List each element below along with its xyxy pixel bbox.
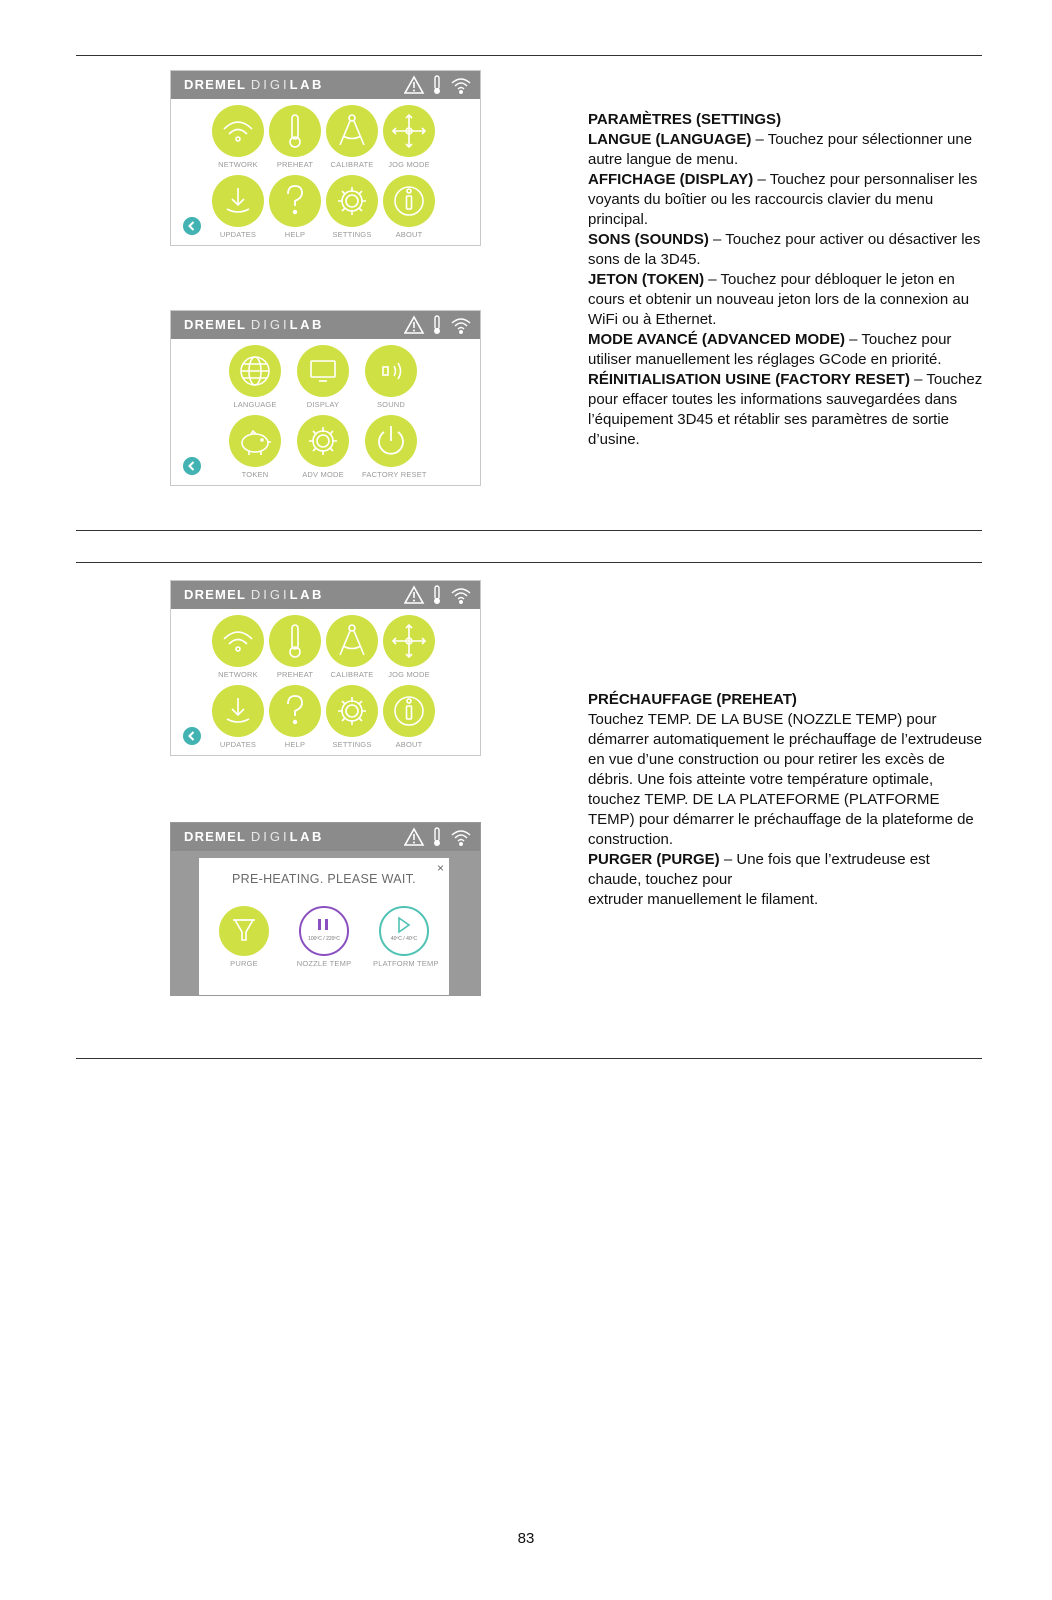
menu-tile-circle xyxy=(269,105,321,157)
brand-logo: DREMEL DIGILAB xyxy=(184,317,324,332)
purge-description: PURGER (PURGE) – Une fois que l’extrudeuse est chaude, touchez pour xyxy=(588,851,930,888)
platform-temp-label: PLATFORM TEMP xyxy=(373,959,439,968)
thermometer-icon xyxy=(269,615,321,667)
menu-tile-label: UPDATES xyxy=(219,740,257,749)
preheat-description xyxy=(588,690,983,910)
brand-logo: DREMEL DIGILAB xyxy=(184,829,324,844)
menu-tile-help[interactable] xyxy=(266,685,324,749)
top-bar xyxy=(171,311,480,339)
menu-tile-label: TOKEN xyxy=(241,470,269,479)
menu-tile-jog-mode[interactable] xyxy=(380,615,438,679)
menu-tile-circle xyxy=(229,345,281,397)
purge-circle xyxy=(219,906,269,956)
menu-tile-language[interactable] xyxy=(226,345,284,409)
power-icon xyxy=(365,415,417,467)
purge-button[interactable] xyxy=(213,906,275,968)
dialog-title: PRE-HEATING. PLEASE WAIT. xyxy=(232,872,416,886)
main-menu-screen xyxy=(170,70,481,246)
gear-icon xyxy=(297,415,349,467)
menu-tile-circle xyxy=(383,105,435,157)
gear-icon xyxy=(326,175,378,227)
warning-icon xyxy=(405,77,423,93)
menu-tile-circle xyxy=(212,685,264,737)
menu-tile-circle xyxy=(212,105,264,157)
menu-tile-circle xyxy=(229,415,281,467)
menu-tile-label: SETTINGS xyxy=(332,740,372,749)
menu-tile-circle xyxy=(269,685,321,737)
pause-icon xyxy=(301,908,346,953)
menu-tile-circle xyxy=(297,345,349,397)
menu-tile-circle xyxy=(326,175,378,227)
settings-menu-screen xyxy=(170,310,481,486)
menu-tile-settings[interactable] xyxy=(323,175,381,239)
move-arrows-icon xyxy=(383,105,435,157)
chevron-left-icon xyxy=(183,727,201,745)
menu-tile-preheat[interactable] xyxy=(266,615,324,679)
back-button[interactable] xyxy=(183,457,201,475)
warning-icon xyxy=(405,829,423,845)
menu-tile-circle xyxy=(326,105,378,157)
menu-tile-label: CALIBRATE xyxy=(330,160,374,169)
menu-tile-jog-mode[interactable] xyxy=(380,105,438,169)
menu-tile-label: HELP xyxy=(284,230,306,239)
monitor-icon xyxy=(297,345,349,397)
modal-backdrop xyxy=(171,851,480,995)
nozzle-temp-button[interactable] xyxy=(293,906,355,968)
section-heading: PRÉCHAUFFAGE (PREHEAT) xyxy=(588,691,797,708)
menu-tile-label: JOG MODE xyxy=(388,670,430,679)
platform-temp-button[interactable] xyxy=(373,906,439,968)
download-icon xyxy=(212,685,264,737)
wifi-icon xyxy=(452,79,470,93)
info-icon xyxy=(383,175,435,227)
menu-tile-updates[interactable] xyxy=(209,175,267,239)
setting-description-item: LANGUE (LANGUAGE) – Touchez pour sélectionner une autre langue de menu. xyxy=(588,131,973,168)
menu-tile-label: ABOUT xyxy=(395,740,423,749)
brand-logo: DREMEL DIGILAB xyxy=(184,77,324,92)
menu-tile-circle xyxy=(365,415,417,467)
menu-tile-circle xyxy=(365,345,417,397)
chevron-left-icon xyxy=(183,457,201,475)
menu-tile-label: LANGUAGE xyxy=(233,400,277,409)
top-bar xyxy=(171,581,480,609)
warning-icon xyxy=(405,317,423,333)
preheat-screen xyxy=(170,822,481,996)
menu-tile-label: UPDATES xyxy=(219,230,257,239)
setting-description-item: SONS (SOUNDS) – Touchez pour activer ou désactiver les sons de la 3D45. xyxy=(588,231,981,268)
menu-tile-adv-mode[interactable] xyxy=(294,415,352,479)
menu-tile-circle xyxy=(326,615,378,667)
compass-icon xyxy=(326,615,378,667)
menu-tile-token[interactable] xyxy=(226,415,284,479)
gear-icon xyxy=(326,685,378,737)
page-number: 83 xyxy=(517,1530,535,1547)
menu-tile-circle xyxy=(383,175,435,227)
wifi-icon xyxy=(452,831,470,845)
setting-description-item: MODE AVANCÉ (ADVANCED MODE) – Touchez pour utiliser manuellement les réglages GCode en priorité. xyxy=(588,331,952,368)
menu-tile-label: FACTORY RESET xyxy=(362,470,427,479)
back-button[interactable] xyxy=(183,727,201,745)
piggy-bank-icon xyxy=(229,415,281,467)
thermometer-icon xyxy=(434,76,440,94)
menu-tile-preheat[interactable] xyxy=(266,105,324,169)
preheat-body: Touchez TEMP. DE LA BUSE (NOZZLE TEMP) pour démarrer automatiquement le préchauffage de l’extrudeuse en vue d’une construction ou pour retirer les excès de débris. Une fois atteinte votre température optimale, touchez TEMP. DE LA PLATEFORME (PLATFORME TEMP) pour démarrer le préchauffage de la plateforme de construction. xyxy=(588,711,983,848)
divider xyxy=(76,55,982,56)
platform-temp-ring xyxy=(379,906,429,956)
top-bar xyxy=(171,823,480,851)
purge-description-cont: extruder manuellement le filament. xyxy=(588,891,819,908)
status-icons xyxy=(404,826,474,848)
setting-description-item: RÉINITIALISATION USINE (FACTORY RESET) – Touchez pour effacer toutes les informations sauvegardées dans l’équipement 3D45 et rétablir ses paramètres de sortie d’usine. xyxy=(588,371,983,448)
menu-tile-circle xyxy=(326,685,378,737)
menu-tile-label: PREHEAT xyxy=(276,670,314,679)
back-button[interactable] xyxy=(183,217,201,235)
divider xyxy=(76,562,982,563)
download-icon xyxy=(212,175,264,227)
thermometer-icon xyxy=(269,105,321,157)
speaker-icon xyxy=(365,345,417,397)
setting-description-item: AFFICHAGE (DISPLAY) – Touchez pour personnaliser les voyants du boîtier ou les raccourcis clavier du menu principal. xyxy=(588,171,978,228)
menu-tile-circle xyxy=(383,615,435,667)
menu-tile-circle xyxy=(212,175,264,227)
menu-tile-display[interactable] xyxy=(294,345,352,409)
menu-tile-label: CALIBRATE xyxy=(330,670,374,679)
play-icon xyxy=(381,908,426,953)
thermometer-icon xyxy=(434,586,440,604)
menu-tile-label: ADV MODE xyxy=(302,470,344,479)
status-icons xyxy=(404,314,474,336)
thermometer-icon xyxy=(434,316,440,334)
info-icon xyxy=(383,685,435,737)
menu-tile-label: DISPLAY xyxy=(306,400,340,409)
wifi-icon xyxy=(212,105,264,157)
menu-tile-about[interactable] xyxy=(380,175,438,239)
menu-tile-calibrate[interactable] xyxy=(323,615,381,679)
section-heading: PARAMÈTRES (SETTINGS) xyxy=(588,111,782,128)
menu-tile-updates[interactable] xyxy=(209,685,267,749)
divider xyxy=(76,1058,982,1059)
menu-tile-help[interactable] xyxy=(266,175,324,239)
menu-tile-label: HELP xyxy=(284,740,306,749)
nozzle-temp-ring xyxy=(299,906,349,956)
wifi-icon xyxy=(452,589,470,603)
menu-tile-network[interactable] xyxy=(209,615,267,679)
menu-tile-about[interactable] xyxy=(380,685,438,749)
chevron-left-icon xyxy=(183,217,201,235)
menu-tile-circle xyxy=(269,615,321,667)
menu-tile-calibrate[interactable] xyxy=(323,105,381,169)
wifi-icon xyxy=(452,319,470,333)
nozzle-temp-label: NOZZLE TEMP xyxy=(296,959,352,968)
compass-icon xyxy=(326,105,378,157)
thermometer-icon xyxy=(434,828,440,846)
top-bar xyxy=(171,71,480,99)
menu-tile-network[interactable] xyxy=(209,105,267,169)
divider xyxy=(76,530,982,531)
menu-tile-settings[interactable] xyxy=(323,685,381,749)
close-icon[interactable]: × xyxy=(436,861,444,875)
move-arrows-icon xyxy=(383,615,435,667)
menu-tile-circle xyxy=(269,175,321,227)
menu-tile-label: NETWORK xyxy=(218,670,258,679)
menu-tile-label: SOUND xyxy=(376,400,406,409)
menu-tile-circle xyxy=(212,615,264,667)
menu-tile-factory-reset[interactable] xyxy=(362,415,427,479)
menu-tile-label: JOG MODE xyxy=(388,160,430,169)
brand-logo: DREMEL DIGILAB xyxy=(184,587,324,602)
menu-tile-label: ABOUT xyxy=(395,230,423,239)
nozzle-temp-reading: 100ºC / 220ºC xyxy=(308,936,340,942)
menu-tile-sound[interactable] xyxy=(362,345,420,409)
purge-icon xyxy=(219,906,269,956)
status-icons xyxy=(404,74,474,96)
status-icons xyxy=(404,584,474,606)
globe-icon xyxy=(229,345,281,397)
main-menu-screen xyxy=(170,580,481,756)
question-icon xyxy=(269,175,321,227)
menu-tile-label: PREHEAT xyxy=(276,160,314,169)
question-icon xyxy=(269,685,321,737)
menu-tile-circle xyxy=(383,685,435,737)
purge-label: PURGE xyxy=(230,959,258,968)
platform-temp-reading: 40ºC / 40ºC xyxy=(390,936,418,942)
setting-description-item: JETON (TOKEN) – Touchez pour débloquer le jeton en cours et obtenir un nouveau jeton lors de la connexion au WiFi ou à Ethernet. xyxy=(588,271,970,328)
settings-description xyxy=(588,110,983,450)
menu-tile-circle xyxy=(297,415,349,467)
wifi-icon xyxy=(212,615,264,667)
warning-icon xyxy=(405,587,423,603)
menu-tile-label: NETWORK xyxy=(218,160,258,169)
preheat-dialog xyxy=(199,858,449,996)
menu-tile-label: SETTINGS xyxy=(332,230,372,239)
